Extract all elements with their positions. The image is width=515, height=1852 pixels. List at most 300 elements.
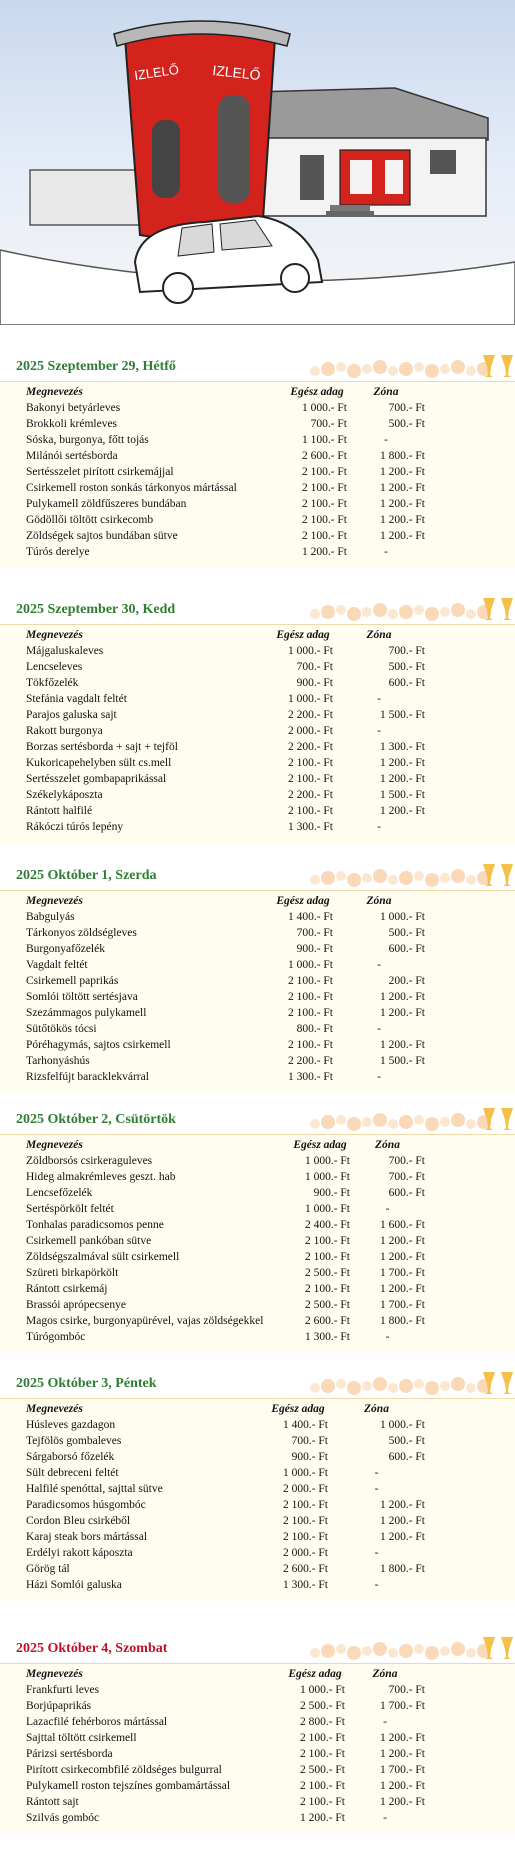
decorative-glasses-icon — [305, 862, 515, 890]
menu-item-row — [26, 1545, 425, 1561]
dish-name: Májgaluskaleves — [26, 645, 104, 657]
menu-body — [0, 891, 515, 1093]
header-full-portion: Egész adag — [288, 1668, 342, 1680]
full-portion-price: 900.- Ft — [313, 1187, 350, 1199]
zone-price: 1 200.- Ft — [379, 1748, 425, 1760]
full-portion-price: 2 100.- Ft — [301, 482, 347, 494]
menu-header-row — [26, 1401, 425, 1417]
zone-price: 500.- Ft — [388, 661, 425, 673]
full-portion-price: 900.- Ft — [291, 1451, 328, 1463]
zone-price: 1 200.- Ft — [379, 1515, 425, 1527]
decorative-glasses-icon — [305, 1106, 515, 1134]
zone-price: 1 200.- Ft — [379, 1235, 425, 1247]
zone-price: 1 700.- Ft — [379, 1700, 425, 1712]
zone-price: - — [374, 1467, 379, 1479]
zone-price: 1 000.- Ft — [379, 1419, 425, 1431]
full-portion-price: 2 400.- Ft — [304, 1219, 350, 1231]
zone-price: 1 200.- Ft — [379, 991, 425, 1003]
zone-price: 1 200.- Ft — [379, 1499, 425, 1511]
menu-item-row — [26, 909, 425, 925]
zone-price: 500.- Ft — [388, 1435, 425, 1447]
menu-item-row — [26, 1265, 425, 1281]
zone-price: - — [374, 1483, 379, 1495]
full-portion-price: 2 600.- Ft — [301, 450, 347, 462]
zone-price: 1 700.- Ft — [379, 1299, 425, 1311]
menu-item-row — [26, 448, 425, 464]
zone-price: - — [374, 1579, 379, 1591]
menu-item-row — [26, 1313, 425, 1329]
full-portion-price: 2 500.- Ft — [299, 1700, 345, 1712]
menu-item-row — [26, 819, 425, 835]
dish-name: Lencsefőzelék — [26, 1187, 93, 1199]
full-portion-price: 2 100.- Ft — [301, 498, 347, 510]
menu-item-row — [26, 771, 425, 787]
dish-name: Magos csirke, burgonyapürével, vajas zöldségekkel — [26, 1315, 264, 1327]
full-portion-price: 2 100.- Ft — [304, 1283, 350, 1295]
zone-price: 1 200.- Ft — [379, 1039, 425, 1051]
header-zone: Zóna — [372, 1668, 398, 1680]
menu-header-row — [26, 384, 425, 400]
zone-price: - — [377, 959, 381, 971]
zone-price: 1 300.- Ft — [379, 741, 425, 753]
full-portion-price: 2 100.- Ft — [301, 530, 347, 542]
menu-item-row — [26, 1714, 425, 1730]
dish-name: Rántott sajt — [26, 1796, 79, 1808]
menu-body — [0, 1135, 515, 1353]
dish-name: Tarhonyáshús — [26, 1055, 90, 1067]
menu-table — [26, 1137, 425, 1345]
decorative-glasses-icon — [305, 1635, 515, 1663]
menu-item-row — [26, 1497, 425, 1513]
menu-item-row — [26, 544, 425, 560]
menu-header-row — [26, 1137, 425, 1153]
dish-name: Párizsi sertésborda — [26, 1748, 113, 1760]
dish-name: Sertésszelet pirított csirkemájjal — [26, 466, 174, 478]
zone-price: - — [374, 1547, 379, 1559]
menu-item-row — [26, 1778, 425, 1794]
day-header — [0, 596, 515, 625]
zone-price: 600.- Ft — [388, 677, 425, 689]
day-title: 2025 Szeptember 30, Kedd — [16, 602, 176, 617]
restaurant-illustration — [0, 0, 515, 325]
full-portion-price: 800.- Ft — [296, 1023, 333, 1035]
menu-item-row — [26, 1169, 425, 1185]
zone-price: 1 800.- Ft — [379, 1563, 425, 1575]
sign-text-left: IZLELŐ — [133, 61, 180, 83]
sign-text-right: IZLELŐ — [211, 62, 262, 84]
dish-name: Rizsfelfújt baracklekvárral — [26, 1071, 149, 1083]
dish-name: Sertéspörkölt feltét — [26, 1203, 114, 1215]
menu-item-row — [26, 512, 425, 528]
menu-table — [26, 384, 425, 560]
dish-name: Zöldségszalmával sült csirkemell — [26, 1251, 180, 1263]
menu-item-row — [26, 989, 425, 1005]
full-portion-price: 2 100.- Ft — [282, 1499, 328, 1511]
header-full-portion: Egész adag — [276, 629, 330, 641]
full-portion-price: 1 400.- Ft — [282, 1419, 328, 1431]
zone-price: 1 200.- Ft — [379, 530, 425, 542]
dish-name: Kukoricapehelyben sült cs.mell — [26, 757, 172, 769]
full-portion-price: 2 500.- Ft — [304, 1267, 350, 1279]
full-portion-price: 1 000.- Ft — [287, 959, 333, 971]
zone-price: 1 500.- Ft — [379, 709, 425, 721]
full-portion-price: 2 100.- Ft — [287, 757, 333, 769]
day-title: 2025 Október 3, Péntek — [16, 1376, 157, 1391]
menu-item-row — [26, 1297, 425, 1313]
dish-name: Milánói sertésborda — [26, 450, 118, 462]
zone-price: 600.- Ft — [388, 1451, 425, 1463]
zone-price: 1 200.- Ft — [379, 1796, 425, 1808]
full-portion-price: 2 600.- Ft — [304, 1315, 350, 1327]
menu-item-row — [26, 1249, 425, 1265]
header-zone: Zóna — [366, 629, 392, 641]
menu-item-row — [26, 496, 425, 512]
dish-name: Házi Somlói galuska — [26, 1579, 122, 1591]
menu-item-row — [26, 1746, 425, 1762]
menu-item-row — [26, 1053, 425, 1069]
zone-price: 1 200.- Ft — [379, 1531, 425, 1543]
dish-name: Csirkemell paprikás — [26, 975, 119, 987]
zone-price: 1 200.- Ft — [379, 757, 425, 769]
full-portion-price: 700.- Ft — [296, 927, 333, 939]
dish-name: Somlói töltött sertésjava — [26, 991, 138, 1003]
dish-name: Borzas sertésborda + sajt + tejföl — [26, 741, 178, 753]
menu-item-row — [26, 1417, 425, 1433]
zone-price: 1 500.- Ft — [379, 1055, 425, 1067]
menu-item-row — [26, 432, 425, 448]
menu-item-row — [26, 691, 425, 707]
menu-item-row — [26, 464, 425, 480]
full-portion-price: 2 100.- Ft — [299, 1780, 345, 1792]
day-title: 2025 Október 1, Szerda — [16, 868, 157, 883]
dish-name: Bakonyi betyárleves — [26, 402, 121, 414]
dish-name: Csirkemell pankóban sütve — [26, 1235, 152, 1247]
zone-price: 1 600.- Ft — [379, 1219, 425, 1231]
zone-price: 600.- Ft — [388, 1187, 425, 1199]
header-name: Megnevezés — [26, 629, 83, 641]
full-portion-price: 1 000.- Ft — [304, 1203, 350, 1215]
full-portion-price: 2 200.- Ft — [287, 1055, 333, 1067]
day-menu — [0, 596, 515, 843]
dish-name: Túrógombóc — [26, 1331, 86, 1343]
dish-name: Borjúpaprikás — [26, 1700, 92, 1712]
dish-name: Szilvás gombóc — [26, 1812, 100, 1824]
decorative-glasses-icon — [305, 1370, 515, 1398]
zone-price: 1 200.- Ft — [379, 773, 425, 785]
full-portion-price: 1 000.- Ft — [304, 1171, 350, 1183]
menu-item-row — [26, 1810, 425, 1826]
day-menu — [0, 1370, 515, 1601]
dish-name: Szezámmagos pulykamell — [26, 1007, 147, 1019]
menu-item-row — [26, 416, 425, 432]
header-zone: Zóna — [364, 1403, 389, 1415]
menu-table — [26, 627, 425, 835]
menu-item-row — [26, 803, 425, 819]
zone-price: - — [377, 1023, 381, 1035]
dish-name: Sóska, burgonya, főtt tojás — [26, 434, 149, 446]
dish-name: Burgonyafőzelék — [26, 943, 105, 955]
header-zone: Zóna — [373, 386, 399, 398]
day-title: 2025 Október 2, Csütörtök — [16, 1112, 176, 1127]
full-portion-price: 2 100.- Ft — [304, 1235, 350, 1247]
header-name: Megnevezés — [26, 895, 83, 907]
full-portion-price: 2 000.- Ft — [282, 1483, 328, 1495]
zone-price: - — [383, 1716, 387, 1728]
dish-name: Csirkemell roston sonkás tárkonyos mártással — [26, 482, 237, 494]
menu-item-row — [26, 480, 425, 496]
full-portion-price: 2 100.- Ft — [301, 514, 347, 526]
zone-price: 1 700.- Ft — [379, 1267, 425, 1279]
zone-price: 1 200.- Ft — [379, 1251, 425, 1263]
decorative-glasses-icon — [305, 596, 515, 624]
day-header — [0, 1635, 515, 1664]
dish-name: Görög tál — [26, 1563, 70, 1575]
dish-name: Frankfurti leves — [26, 1684, 100, 1696]
dish-name: Zöldborsós csirkeraguleves — [26, 1155, 153, 1167]
full-portion-price: 2 500.- Ft — [304, 1299, 350, 1311]
header-name: Megnevezés — [26, 1139, 83, 1151]
menu-item-row — [26, 1153, 425, 1169]
menu-item-row — [26, 1185, 425, 1201]
zone-price: 1 700.- Ft — [379, 1764, 425, 1776]
full-portion-price: 1 000.- Ft — [304, 1155, 350, 1167]
zone-price: - — [377, 693, 381, 705]
dish-name: Lazacfilé fehérboros mártással — [26, 1716, 168, 1728]
full-portion-price: 2 100.- Ft — [287, 991, 333, 1003]
dish-name: Paradicsomos húsgombóc — [26, 1499, 146, 1511]
zone-price: 700.- Ft — [388, 402, 425, 414]
day-header — [0, 353, 515, 382]
full-portion-price: 2 200.- Ft — [287, 789, 333, 801]
zone-price: - — [384, 546, 388, 558]
zone-price: 1 200.- Ft — [379, 514, 425, 526]
full-portion-price: 2 100.- Ft — [299, 1732, 345, 1744]
menu-item-row — [26, 787, 425, 803]
day-header — [0, 1370, 515, 1399]
dish-name: Zöldségek sajtos bundában sütve — [26, 530, 178, 542]
dish-name: Halfilé spenóttal, sajttal sütve — [26, 1483, 163, 1495]
header-zone: Zóna — [366, 895, 392, 907]
menu-body — [0, 1399, 515, 1601]
full-portion-price: 2 100.- Ft — [299, 1748, 345, 1760]
full-portion-price: 2 100.- Ft — [304, 1251, 350, 1263]
full-portion-price: 1 000.- Ft — [301, 402, 347, 414]
zone-price: 600.- Ft — [388, 943, 425, 955]
dish-name: Gödöllői töltött csirkecomb — [26, 514, 154, 526]
menu-item-row — [26, 925, 425, 941]
zone-price: - — [377, 725, 381, 737]
zone-price: 1 000.- Ft — [379, 911, 425, 923]
dish-name: Erdélyi rakott káposzta — [26, 1547, 133, 1559]
zone-price: 1 200.- Ft — [379, 1780, 425, 1792]
full-portion-price: 700.- Ft — [310, 418, 347, 430]
dish-name: Túrós derelye — [26, 546, 90, 558]
zone-price: - — [377, 821, 381, 833]
full-portion-price: 2 800.- Ft — [299, 1716, 345, 1728]
dish-name: Pulykamell zöldfűszeres bundában — [26, 498, 187, 510]
header-name: Megnevezés — [26, 1403, 83, 1415]
menu-table — [26, 893, 425, 1085]
zone-price: - — [377, 1071, 381, 1083]
zone-price: 1 200.- Ft — [379, 1007, 425, 1019]
header-full-portion: Egész adag — [290, 386, 344, 398]
full-portion-price: 900.- Ft — [296, 943, 333, 955]
header-name: Megnevezés — [26, 1668, 83, 1680]
menu-item-row — [26, 1465, 425, 1481]
menu-item-row — [26, 1329, 425, 1345]
full-portion-price: 1 400.- Ft — [287, 911, 333, 923]
zone-price: 1 200.- Ft — [379, 498, 425, 510]
full-portion-price: 2 100.- Ft — [287, 805, 333, 817]
full-portion-price: 2 200.- Ft — [287, 741, 333, 753]
full-portion-price: 2 100.- Ft — [282, 1531, 328, 1543]
menu-item-row — [26, 739, 425, 755]
menu-item-row — [26, 1433, 425, 1449]
menu-item-row — [26, 1037, 425, 1053]
dish-name: Tökfőzelék — [26, 677, 79, 689]
zone-price: 500.- Ft — [388, 927, 425, 939]
day-title: 2025 Szeptember 29, Hétfő — [16, 359, 176, 374]
full-portion-price: 900.- Ft — [296, 677, 333, 689]
menu-header-row — [26, 893, 425, 909]
day-menu — [0, 1106, 515, 1353]
menu-item-row — [26, 1069, 425, 1085]
full-portion-price: 2 100.- Ft — [287, 975, 333, 987]
menu-item-row — [26, 1233, 425, 1249]
full-portion-price: 1 200.- Ft — [301, 546, 347, 558]
menu-item-row — [26, 643, 425, 659]
full-portion-price: 2 100.- Ft — [287, 773, 333, 785]
full-portion-price: 1 000.- Ft — [282, 1467, 328, 1479]
restaurant-drawing — [0, 0, 515, 325]
dish-name: Brokkoli krémleves — [26, 418, 118, 430]
full-portion-price: 1 000.- Ft — [287, 645, 333, 657]
zone-price: 1 200.- Ft — [379, 482, 425, 494]
dish-name: Rakott burgonya — [26, 725, 103, 737]
zone-price: 700.- Ft — [388, 1155, 425, 1167]
zone-price: - — [384, 434, 388, 446]
zone-price: 1 200.- Ft — [379, 1732, 425, 1744]
full-portion-price: 1 000.- Ft — [287, 693, 333, 705]
header-zone: Zóna — [375, 1139, 400, 1151]
dish-name: Pirított csirkecombfilé zöldséges bulgurral — [26, 1764, 222, 1776]
header-full-portion: Egész adag — [293, 1139, 347, 1151]
dish-name: Rákóczi túrós lepény — [26, 821, 124, 833]
menu-item-row — [26, 1561, 425, 1577]
menu-item-row — [26, 659, 425, 675]
menu-item-row — [26, 1529, 425, 1545]
full-portion-price: 700.- Ft — [296, 661, 333, 673]
dish-name: Parajos galuska sajt — [26, 709, 117, 721]
dish-name: Cordon Bleu csirkéből — [26, 1515, 131, 1527]
full-portion-price: 1 000.- Ft — [299, 1684, 345, 1696]
zone-price: 700.- Ft — [388, 645, 425, 657]
zone-price: 1 800.- Ft — [379, 450, 425, 462]
dish-name: Sertésszelet gombapaprikással — [26, 773, 167, 785]
dish-name: Póréhagymás, sajtos csirkemell — [26, 1039, 171, 1051]
menu-item-row — [26, 723, 425, 739]
menu-item-row — [26, 1794, 425, 1810]
dish-name: Hideg almakrémleves geszt. hab — [26, 1171, 176, 1183]
zone-price: 700.- Ft — [388, 1684, 425, 1696]
full-portion-price: 1 300.- Ft — [287, 1071, 333, 1083]
dish-name: Lencseleves — [26, 661, 83, 673]
dish-name: Szüreti birkapörkölt — [26, 1267, 119, 1279]
zone-price: - — [385, 1203, 390, 1215]
zone-price: 1 500.- Ft — [379, 789, 425, 801]
zone-price: 200.- Ft — [388, 975, 425, 987]
zone-price: 700.- Ft — [388, 1171, 425, 1183]
menu-header-row — [26, 1666, 425, 1682]
menu-item-row — [26, 1217, 425, 1233]
dish-name: Karaj steak bors mártással — [26, 1531, 148, 1543]
menu-header-row — [26, 627, 425, 643]
menu-item-row — [26, 528, 425, 544]
dish-name: Rántott csirkemáj — [26, 1283, 108, 1295]
full-portion-price: 1 200.- Ft — [299, 1812, 345, 1824]
menu-body — [0, 1664, 515, 1834]
menu-item-row — [26, 707, 425, 723]
menu-body — [0, 382, 515, 568]
dish-name: Rántott halfilé — [26, 805, 93, 817]
menu-item-row — [26, 1481, 425, 1497]
full-portion-price: 2 100.- Ft — [287, 1039, 333, 1051]
zone-price: 1 800.- Ft — [379, 1315, 425, 1327]
full-portion-price: 2 200.- Ft — [287, 709, 333, 721]
menu-item-row — [26, 1021, 425, 1037]
menu-item-row — [26, 400, 425, 416]
header-name: Megnevezés — [26, 386, 83, 398]
day-menu — [0, 862, 515, 1093]
menu-item-row — [26, 1201, 425, 1217]
dish-name: Sütőtökös tócsi — [26, 1023, 97, 1035]
dish-name: Sárgaborsó főzelék — [26, 1451, 115, 1463]
day-header — [0, 1106, 515, 1135]
menu-item-row — [26, 941, 425, 957]
full-portion-price: 2 600.- Ft — [282, 1563, 328, 1575]
menu-item-row — [26, 1005, 425, 1021]
full-portion-price: 2 100.- Ft — [301, 466, 347, 478]
day-title: 2025 Október 4, Szombat — [16, 1641, 168, 1656]
menu-item-row — [26, 1513, 425, 1529]
menu-item-row — [26, 1698, 425, 1714]
day-menu — [0, 353, 515, 568]
dish-name: Húsleves gazdagon — [26, 1419, 116, 1431]
dish-name: Tejfölös gombaleves — [26, 1435, 122, 1447]
menu-item-row — [26, 973, 425, 989]
menu-table — [26, 1666, 425, 1826]
menu-item-row — [26, 1682, 425, 1698]
header-full-portion: Egész adag — [276, 895, 330, 907]
menu-item-row — [26, 957, 425, 973]
full-portion-price: 2 000.- Ft — [282, 1547, 328, 1559]
decorative-glasses-icon — [305, 353, 515, 381]
menu-item-row — [26, 1762, 425, 1778]
zone-price: 1 200.- Ft — [379, 805, 425, 817]
full-portion-price: 2 500.- Ft — [299, 1764, 345, 1776]
day-menu — [0, 1635, 515, 1834]
menu-item-row — [26, 1281, 425, 1297]
menu-item-row — [26, 675, 425, 691]
dish-name: Tárkonyos zöldségleves — [26, 927, 137, 939]
day-header — [0, 862, 515, 891]
full-portion-price: 1 300.- Ft — [282, 1579, 328, 1591]
full-portion-price: 2 100.- Ft — [299, 1796, 345, 1808]
menu-item-row — [26, 1577, 425, 1593]
dish-name: Székelykáposzta — [26, 789, 103, 801]
menu-table — [26, 1401, 425, 1593]
full-portion-price: 2 100.- Ft — [282, 1515, 328, 1527]
